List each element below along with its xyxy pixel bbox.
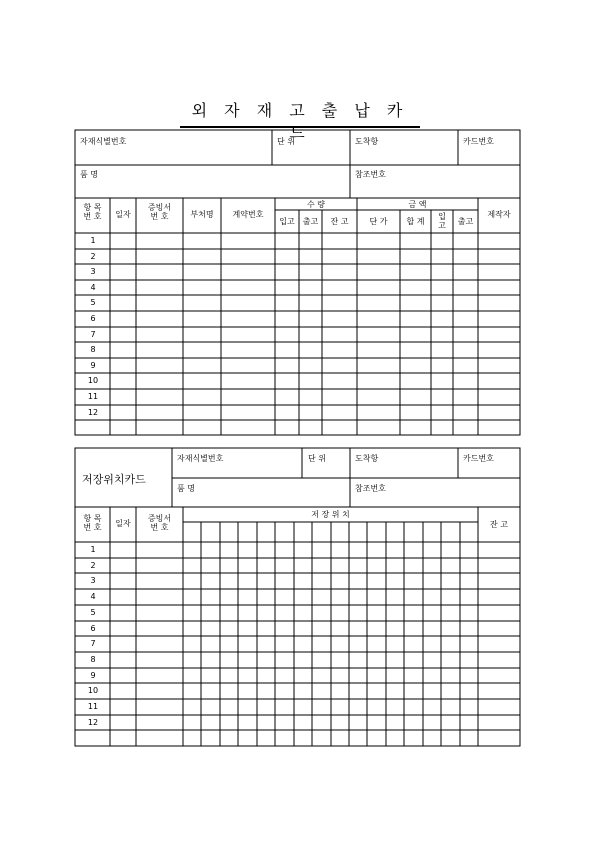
row-number: 7: [90, 329, 96, 339]
item-name-label: 품 명: [80, 170, 98, 179]
header-contract: 계약번호: [232, 210, 264, 219]
page-title: 외 자 재 고 출 납 카 드: [180, 100, 420, 128]
row-number: 12: [87, 717, 99, 727]
header-amount: 금 액: [408, 200, 427, 209]
row-number: 3: [90, 576, 96, 586]
header-amt-out: 출고: [457, 217, 474, 226]
row-number: 6: [90, 314, 96, 323]
row-number: 2: [90, 251, 96, 261]
header-amt-in: 입 고: [438, 212, 446, 230]
arrival-port-label: 도착항: [355, 137, 379, 146]
row-number: 5: [90, 298, 96, 308]
header-unit-price: 단 가: [369, 217, 388, 226]
row-number: 9: [90, 360, 96, 370]
header-voucher-2: 증빙서 번 호: [147, 514, 172, 532]
item-name-label-2: 품 명: [177, 484, 195, 493]
header-quantity: 수 량: [307, 200, 325, 209]
row-number: 5: [90, 607, 96, 617]
reference-number-label: 참조번호: [355, 170, 386, 179]
header-voucher: 증빙서 번 호: [147, 203, 172, 221]
reference-number-label-2: 참조번호: [355, 484, 386, 493]
card-number-label-2: 카드번호: [463, 454, 494, 463]
header-maker: 제작자: [487, 210, 511, 219]
card-number-label: 카드번호: [463, 137, 494, 146]
header-dept: 부처명: [190, 210, 214, 219]
storage-location-card-title: 저장위치카드: [82, 473, 146, 486]
row-number: 2: [90, 560, 96, 570]
header-balance-2: 잔 고: [490, 520, 508, 529]
header-storage-location: 저 장 위 치: [311, 510, 350, 519]
row-number: 10: [87, 376, 99, 386]
row-number: 3: [90, 267, 96, 277]
row-number: 9: [90, 670, 96, 680]
material-id-label: 자재식별번호: [80, 137, 127, 146]
row-number: 6: [90, 623, 96, 633]
header-total: 합 계: [406, 217, 425, 226]
row-number: 4: [90, 282, 96, 292]
row-number: 4: [90, 592, 96, 602]
unit-label: 단 위: [277, 137, 295, 146]
row-number: 8: [90, 345, 96, 355]
arrival-port-label-2: 도착항: [355, 454, 379, 463]
header-qty-in: 입고: [279, 217, 295, 226]
row-number: 1: [90, 545, 96, 554]
row-number: 1: [90, 236, 96, 245]
header-date: 일자: [115, 210, 131, 219]
row-number: 7: [90, 639, 96, 649]
row-number: 10: [87, 686, 99, 696]
row-number: 12: [87, 407, 99, 417]
unit-label-2: 단 위: [308, 454, 326, 463]
header-date-2: 일자: [115, 519, 131, 528]
header-seq: 항 목 번 호: [83, 203, 102, 221]
row-number: 11: [87, 392, 99, 401]
header-seq-2: 항 목 번 호: [83, 514, 102, 532]
row-number: 8: [90, 654, 96, 664]
material-id-label-2: 자재식별번호: [177, 454, 224, 463]
header-qty-balance: 잔 고: [330, 217, 349, 226]
row-number: 11: [87, 702, 99, 711]
header-qty-out: 출고: [302, 217, 319, 226]
